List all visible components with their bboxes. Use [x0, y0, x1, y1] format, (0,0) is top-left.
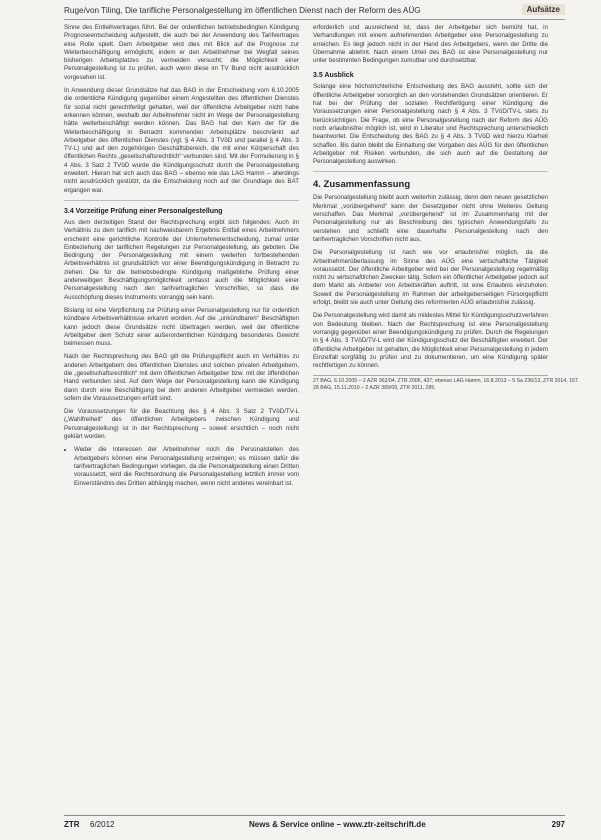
right-column [313, 24, 580, 392]
footnote: 28 BAG, 15.11.2010 – 2 AZR 389/09, ZTR 2011, 285. [313, 385, 436, 392]
section-label: Aufsätze [522, 4, 565, 15]
website-link[interactable]: News & Service online – www.ztr-zeitschrift.de [249, 820, 426, 829]
footnotes [313, 375, 580, 392]
page-number: 297 [551, 820, 565, 829]
left-column [64, 24, 299, 493]
list-item: • Weder die Interessen der Arbeitnehmer noch die Personalstellen des Arbeitgebers können eine Personalgestellung erzwingen; es müssen dafür die tarifvertraglichen Bedingungen vorliegen, da die Personalgestellung einen Dritten voraussetzt, wird die Rechtsordnung die Personalgestellung letztlich immer vom Einverständnis des Dritten abhängig machen, wenn nicht anderes vereinbart ist. [74, 446, 299, 487]
paragraph: Nach der Rechtsprechung des BAG gilt die Prüfungspflicht auch im Verhältnis zu anderen Arbeitgebern des öffentlichen Dienstes und solchen privaten Arbeitgebern, die „gesellschaftsrechtlich“ mit dem öffentlichen Arbeitgeber bzw. mit der öffentlichen Hand verbunden sind. Auf dem Wege der Personalgestellung kann die Kündigung dann durch eine Beschäftigung bei dem anderen Arbeitgeber vermieden werden, sofern die Voraussetzungen erfüllt sind. [64, 353, 299, 402]
paragraph: Die Personalgestellung bleibt auch weiterhin zulässig, denn dem neuen gesetzlichen Merkmal „vorübergehend“ kann der Gesetzgeber nicht ohne Weiteres Geltung verschaffen. Das Merkmal „vorübergehend“ ist im Zusammenhang mit der Personalgestellung nur als Beschreibung des typischen Anwendungsfalls zu verstehen und schließt eine dauerhafte Personalgestellung nach den tarifvertraglichen Vorschriften nicht aus. [313, 194, 548, 243]
section-heading-3-4: 3.4 Vorzeitige Prüfung einer Personalgestellung [64, 207, 223, 215]
running-title: Ruge/von Tiling, Die tarifliche Personalgestellung im öffentlichen Dienst nach der Reform des AÜG [64, 6, 421, 15]
issue-number: 6/2012 [90, 820, 115, 829]
section-divider [313, 171, 548, 172]
paragraph: Aus dem derzeitigen Stand der Rechtsprechung ergibt sich folgendes: Auch im Verhältnis zu dem tariflich mit nachweisbarem Ergebnis Entfall eines Arbeitnehmers erscheint eine gerichtliche Kontrolle der Unternehmerentscheidung, zumal unter Einbeziehung der tariflichen Regelungen zur Personalgestellung, als geboten. Die Bedingung der Personalgestellung mit einem weiterhin fortbestehenden Arbeitsverhältnis ist grundsätzlich vor einer Beendigungskündigung in Betracht zu ziehen. Die für die betriebsbedingte Kündigung maßgebliche Prüfung einer anderweitigen Beschäftigungsmöglichkeit umfasst auch die Möglichkeit einer Personalgestellung nach den tarifvertraglichen Vorschriften, so dass die Ausschöpfung dieses Instruments vorrangig sein kann. [64, 218, 299, 301]
bullet-list [64, 446, 299, 487]
paragraph: erforderlich und ausreichend ist, dass der Arbeitgeber sich bemüht hat, in Verhandlungen mit einem aufnehmenden Arbeitgeber eine Personalgestellung zu erreichen. Es liegt jedoch nicht in der Hand des Arbeitgebers, wenn der Dritte die Übernahme ablehnt. Nach einem Urteil des BAG ist eine Personalgestellung nur unter bestimmten Bedingungen zumutbar und durchsetzbar. [313, 24, 548, 65]
paragraph: Sinne des Entleihvertrages führt. Bei der ordentlichen betriebsbedingten Kündigung Prognoseentscheidung aufgestellt, die auch bei der Anwendung des Tarifvertrages eine Rolle spielt. Dem Arbeitgeber wird dies mit Blick auf die Prognose zur Weiterbeschäftigung ermöglicht, indem er den Arbeitnehmer bei Wegfall seines bisherigen Arbeitsplatzes zu vermeiden versucht; die Möglichkeit einer Personalgestellung ist zu prüfen, auch wenn diese im TV Bund nicht ausdrücklich vorgesehen ist. [64, 24, 299, 81]
footnote: 27 BAG, 6.10.2005 – 2 AZR 362/04, ZTR 2006, 437; ebenso LAG Hamm, 16.8.2013 – 5 Sa 236/13, ZTR 2014, 167. [313, 378, 580, 385]
page-footer [64, 815, 565, 832]
paragraph: Bislang ist eine Verpflichtung zur Prüfung einer Personalgestellung nur für ordentlich kündbare Arbeitsverhältnisse erkannt worden. Auf die „unkündbaren“ Beschäftigten kann jedoch diese Grundsätze nicht übertragen werden, weil der öffentliche Arbeitgeber dem Schutz einer außerordentlichen Kündigung besonderes Gewicht beimessen muss. [64, 306, 299, 348]
section-heading-3-5: 3.5 Ausblick [313, 72, 354, 80]
section-heading-4: 4. Zusammenfassung [313, 179, 411, 191]
paragraph: Solange eine höchstrichterliche Entscheidung des BAG aussteht, sollte sich der öffentliche Arbeitgeber vorsorglich an den vorstehenden Grundsätzen orientieren. Er hat bei der Prüfung der sozialen Rechtfertigung einer Kündigung die Voraussetzungen einer Personalgestellung nach § 4 Abs. 3 TVöD/TV-L stets zu berücksichtigen. Die Frage, ob eine Personalgestellung nach der Reform des AÜG noch erlaubnisfrei möglich ist, wird in Literatur und Rechtsprechung unterschiedlich beantwortet. Die Entscheidung des BAG zu § 4 Abs. 3 TVöD wird hierzu Klarheit schaffen. Bis dahin bleibt die Einhaltung der Vorgaben des AÜG für den öffentlichen Arbeitgeber mit Risiken verbunden, die sich auch auf die Gestaltung der Personalgestellung auswirken. [313, 83, 548, 166]
paragraph: Die Personalgestellung ist nach wie vor erlaubnisfrei möglich, da die Arbeitnehmerüberlassung im Sinne des AÜG eine wirtschaftliche Tätigkeit voraussetzt. Der öffentliche Arbeitgeber wird bei der Personalgestellung regelmäßig nicht zu wirtschaftlichen Zwecken tätig. Sofern ein öffentlicher Arbeitgeber jedoch auf dem Markt als Anbieter von Arbeitskräften auftritt, ist eine Erlaubnis einzuholen. Soweit die Personalgestellung im Rahmen der arbeitgeberseitigen Fürsorgepflicht erfolgt, bleibt sie auch unter Geltung des reformierten AÜG erlaubnisfrei zulässig. [313, 249, 548, 307]
paragraph: Die Voraussetzungen für die Beachtung des § 4 Abs. 3 Satz 2 TVöD/TV-L („Wahlfreiheit“ des öffentlichen Arbeitgebers zwischen Kündigung und Personalgestellung) ist in der Rechtsprechung – soweit ersichtlich – noch nicht geklärt worden. [64, 408, 299, 441]
section-divider [64, 200, 299, 201]
running-header [64, 5, 565, 19]
paragraph: Die Personalgestellung wird damit als mildestes Mittel für Kündigungsschutzverfahren von Bedeutung bleiben. Nach der Rechtsprechung ist eine Personalgestellung vorrangig gegenüber einer Beendigungskündigung zu prüfen. Durch die Regelungen in § 4 Abs. 3 TVöD/TV-L wird der Kündigungsschutz der Beschäftigten erweitert. Der öffentliche Arbeitgeber ist gehalten, die Möglichkeit einer Personalgestellung in jedem Einzelfall sorgfältig zu prüfen und zu dokumentieren, um eine Kündigung später rechtfertigen zu können. [313, 312, 548, 370]
header-rule [64, 19, 565, 20]
journal-name: ZTR [64, 820, 80, 829]
paragraph: In Anwendung dieser Grundsätze hat das BAG in der Entscheidung vom 6.10.2005 die ordentliche Kündigung gegenüber einem Angestellten des öffentlichen Dienstes für sozial nicht gerechtfertigt gehalten, weil der öffentliche Arbeitgeber nicht habe erkennen können, weshalb der Arbeitnehmer nicht im Wege der Personalgestellung hätte weiterbeschäftigt werden können. Das BAG hat den Kern der für die Weiterbeschäftigung in Betracht kommenden Arbeitsplätze beschränkt auf Arbeitgeber des öffentlichen Dienstes (vgl. § 4 Abs. 3 TVöD und parallel § 4 Abs. 3 TV-L) und auf den zugehörigen Geschäftsbereich, die mit einer Körperschaft des öffentlichen Rechts „gesellschaftsrechtlich“ verbunden sind. Mit der Formulierung in § 4 Abs. 3 Satz 2 TVöD wurde die Kündigungsschutz durch die Personalgestellung erweitert. Hieran hat sich auch das BAG – ebenso wie das LAG Hamm – allerdings nicht ausdrücklich gestützt, da die Entscheidung noch auf der Grundlage des BAT ergangen war. [64, 87, 299, 194]
